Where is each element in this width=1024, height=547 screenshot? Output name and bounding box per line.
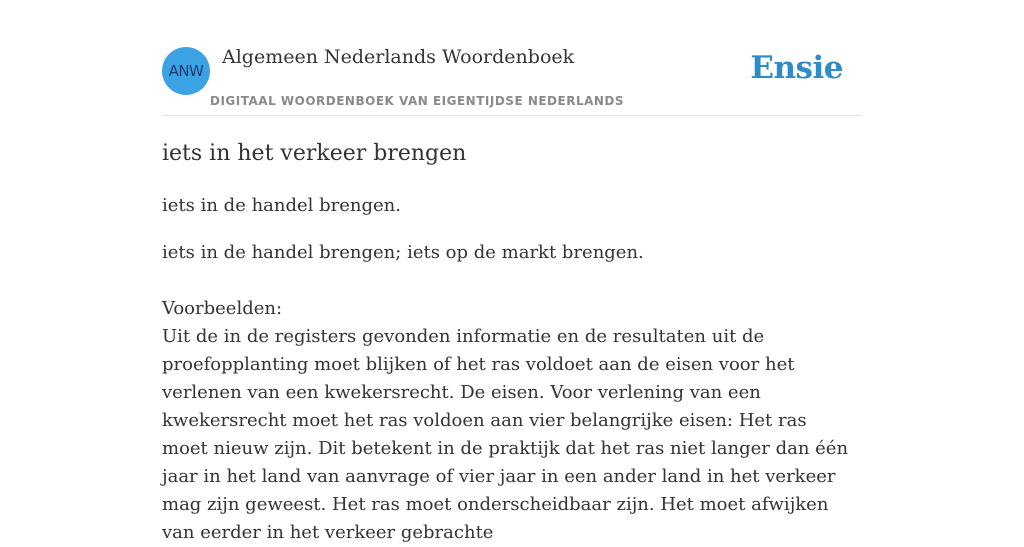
- definition-1: iets in de handel brengen.: [162, 195, 402, 216]
- site-subtitle: DIGITAAL WOORDENBOEK VAN EIGENTIJDSE NEDERLANDS: [210, 94, 625, 108]
- entry-headword: iets in het verkeer brengen: [162, 141, 467, 166]
- ensie-brand-logo[interactable]: Ensie: [750, 50, 843, 86]
- examples-label: Voorbeelden:: [162, 298, 283, 319]
- site-title[interactable]: Algemeen Nederlands Woordenboek: [222, 46, 575, 68]
- example-text: Uit de in de registers gevonden informatie en de resultaten uit de proefopplanting moet blijken of het ras voldoet aan de eisen voor het verlenen van een kwekersrecht. De eisen. Voor verlening van een kwekersrecht moet het ras voldoen aan vier belangrijke eisen: Het ras moet nieuw zijn. Dit betekent in de praktijk dat het ras niet langer dan één jaar in het land van aanvrage of vier jaar in een ander land in het verkeer mag zijn geweest. Het ras moet onderscheidbaar zijn. Het moet afwijken van eerder in het verkeer gebrachte: [162, 326, 849, 543]
- anw-logo[interactable]: [162, 47, 210, 95]
- entry-content: [162, 138, 852, 547]
- anw-logo-text: ANW: [168, 62, 204, 80]
- definition-2: iets in de handel brengen; iets op de markt brengen.: [162, 242, 644, 263]
- header-divider: [162, 115, 862, 116]
